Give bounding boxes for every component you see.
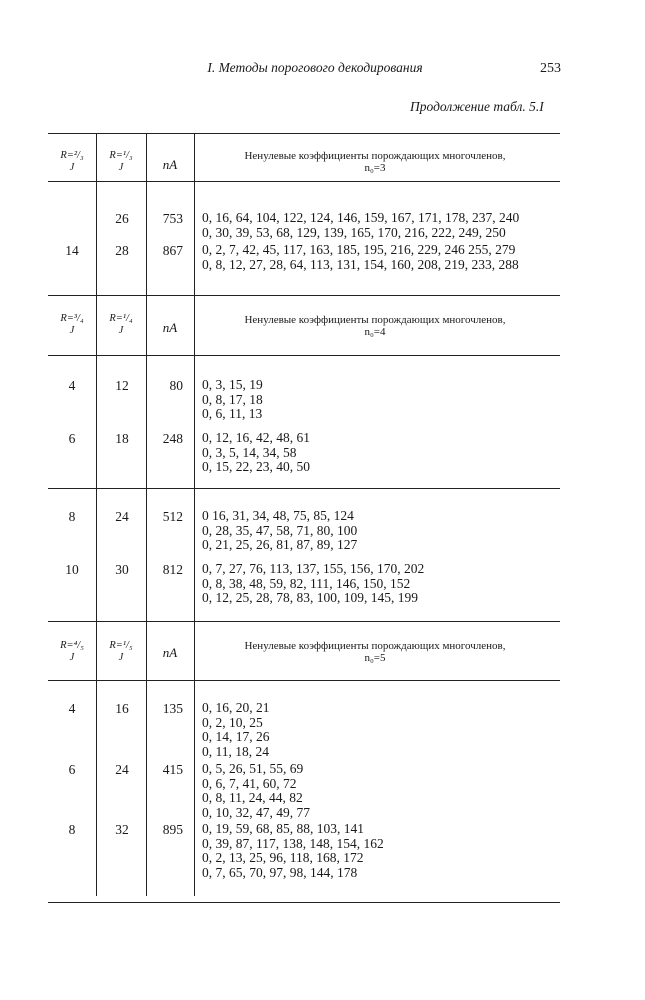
header-rate-low [97, 640, 145, 664]
cell-na: 895 [162, 822, 183, 837]
cell-na: 415 [162, 762, 183, 777]
header-rule [48, 680, 560, 681]
cell-j2: 16 [115, 701, 129, 716]
coefficient-line: 0, 2, 7, 42, 45, 117, 163, 185, 195, 216, 229, 246 255, 279 [202, 242, 516, 257]
cell-j1: 4 [68, 701, 76, 716]
cell-na: 753 [162, 211, 183, 226]
cell-na: 248 [162, 431, 183, 446]
coefficient-line: 0, 8, 17, 18 [202, 391, 263, 407]
header-na [146, 645, 194, 661]
header-rate-high [48, 150, 96, 174]
cell-j1: 6 [68, 762, 76, 777]
table-rule [48, 621, 560, 622]
coefficient-line: 0, 6, 7, 41, 60, 72 [202, 775, 297, 791]
header-text: nA [162, 320, 178, 335]
coefficient-line: 0, 14, 17, 26 [202, 729, 270, 745]
coefficient-line: 0, 8, 11, 24, 44, 82 [202, 790, 303, 806]
coefficient-line: 0, 2, 10, 25 [202, 714, 263, 730]
coefficient-line: 0, 12, 16, 42, 48, 61 [202, 430, 310, 445]
header-text: nA [162, 157, 178, 172]
header-text: R=¹/₃ J [109, 150, 133, 173]
header-description [195, 150, 555, 174]
cell-j1: 4 [68, 378, 76, 393]
coefficient-line: 0, 8, 12, 27, 28, 64, 113, 131, 154, 160, 208, 219, 233, 288 [202, 256, 519, 272]
cell-j2: 18 [115, 431, 129, 446]
cell-j2: 32 [115, 822, 129, 837]
running-title: I. Методы порогового декодирования [207, 60, 423, 75]
header-rate-low [97, 313, 145, 337]
coefficient-line: 0, 15, 22, 23, 40, 50 [202, 459, 310, 475]
cell-na: 80 [169, 378, 183, 393]
column-divider [146, 621, 147, 896]
page-number: 253 [540, 61, 561, 76]
coefficient-line: 0, 16, 64, 104, 122, 124, 146, 159, 167, 171, 178, 237, 240 [202, 210, 520, 225]
header-rule [48, 355, 560, 356]
table-continuation-label: Продолжение табл. 5.I [410, 99, 544, 114]
coefficient-line: 0, 11, 18, 24 [202, 743, 269, 759]
coefficient-line: 0, 21, 25, 26, 81, 87, 89, 127 [202, 537, 358, 553]
header-rate-low [97, 150, 145, 174]
coefficient-line: 0, 19, 59, 68, 85, 88, 103, 141 [202, 821, 364, 836]
cell-na: 512 [162, 509, 183, 524]
header-text: R=¹/₅ J [109, 640, 133, 663]
coefficient-line: 0, 28, 35, 47, 58, 71, 80, 100 [202, 522, 358, 538]
coefficient-line: 0, 5, 26, 51, 55, 69 [202, 761, 304, 776]
header-text: Ненулевые коэффициенты порождающих многочленов, n₀=4 [244, 314, 506, 338]
coefficient-line: 0, 39, 87, 117, 138, 148, 154, 162 [202, 835, 384, 851]
coefficient-line: 0, 7, 27, 76, 113, 137, 155, 156, 170, 202 [202, 561, 425, 576]
table-rule [48, 133, 560, 134]
header-text: Ненулевые коэффициенты порождающих многочленов, n₀=3 [244, 150, 506, 174]
header-rate-high [48, 640, 96, 664]
header-rate-high [48, 313, 96, 337]
header-text: R=¹/₄ J [109, 313, 133, 336]
cell-j1: 14 [65, 243, 79, 258]
cell-na: 135 [162, 701, 183, 716]
cell-j2: 30 [115, 562, 129, 577]
cell-j2: 24 [115, 509, 129, 524]
cell-na: 867 [162, 243, 183, 258]
cell-j1: 8 [68, 509, 76, 524]
coefficient-line: 0 16, 31, 34, 48, 75, 85, 124 [202, 508, 354, 523]
table-rule [48, 295, 560, 296]
header-text: R=²/₃ J [60, 150, 84, 173]
header-description [195, 640, 555, 664]
coefficient-line: 0, 2, 13, 25, 96, 118, 168, 172 [202, 850, 364, 866]
cell-na: 812 [162, 562, 183, 577]
coefficient-line: 0, 7, 65, 70, 97, 98, 144, 178 [202, 864, 358, 880]
header-description [195, 314, 555, 338]
coefficient-line: 0, 8, 38, 48, 59, 82, 111, 146, 150, 152 [202, 575, 411, 591]
cell-j2: 28 [115, 243, 129, 258]
column-divider [96, 295, 97, 621]
header-na [146, 320, 194, 336]
header-text: nA [162, 645, 178, 660]
cell-j1: 8 [68, 822, 76, 837]
coefficient-line: 0, 16, 20, 21 [202, 700, 270, 715]
header-rule [48, 181, 560, 182]
header-na [146, 157, 194, 173]
coefficient-line: 0, 3, 5, 14, 34, 58 [202, 444, 297, 460]
cell-j2: 24 [115, 762, 129, 777]
coefficient-line: 0, 6, 11, 13 [202, 406, 263, 422]
cell-j2: 26 [115, 211, 129, 226]
header-text: R=³/₄ J [60, 313, 84, 336]
coefficient-line: 0, 3, 15, 19 [202, 377, 263, 392]
header-text: Ненулевые коэффициенты порождающих многочленов, n₀=5 [244, 640, 506, 664]
coefficient-line: 0, 10, 32, 47, 49, 77 [202, 804, 310, 820]
cell-j1: 6 [68, 431, 76, 446]
column-divider [194, 295, 195, 621]
header-text: R=⁴/₅ J [60, 640, 84, 663]
coefficient-line: 0, 30, 39, 53, 68, 129, 139, 165, 170, 216, 222, 249, 250 [202, 224, 506, 240]
group-rule [48, 488, 560, 489]
table-bottom-rule [48, 902, 560, 903]
cell-j1: 10 [65, 562, 79, 577]
coefficient-line: 0, 12, 25, 28, 78, 83, 100, 109, 145, 199 [202, 590, 418, 606]
cell-j2: 12 [115, 378, 129, 393]
